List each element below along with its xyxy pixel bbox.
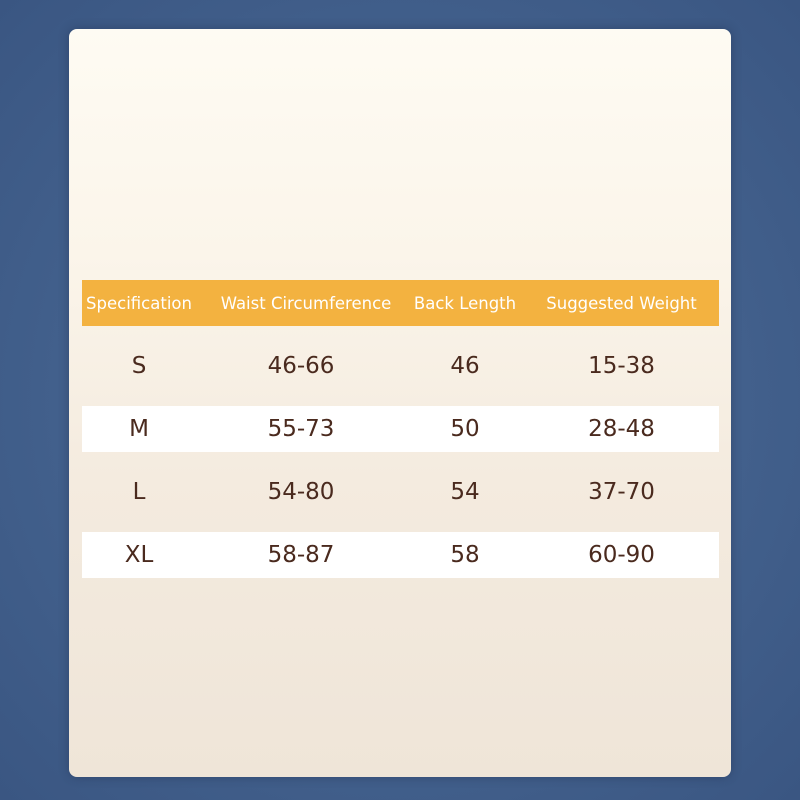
cell-waist: 54-80 [267, 479, 335, 505]
table-row-s [82, 326, 719, 406]
header-waist-circumference: Waist Circumference [220, 293, 392, 313]
size-table [82, 280, 719, 578]
table-row-l [82, 452, 719, 532]
cell-spec: L [132, 479, 146, 505]
cell-weight: 37-70 [588, 479, 655, 505]
cell-back: 46 [450, 353, 480, 379]
size-chart-card [69, 29, 731, 777]
cell-waist: 46-66 [267, 353, 335, 379]
header-specification: Specification [86, 293, 192, 313]
table-row-xl [82, 532, 719, 578]
header-back-length: Back Length [413, 293, 517, 313]
cell-spec: S [131, 353, 147, 379]
cell-back: 54 [450, 479, 480, 505]
cell-back: 50 [450, 416, 480, 442]
cell-spec: XL [124, 542, 154, 568]
cell-waist: 58-87 [267, 542, 335, 568]
header-suggested-weight: Suggested Weight [546, 293, 697, 313]
cell-weight: 60-90 [588, 542, 655, 568]
table-row-m [82, 406, 719, 452]
cell-spec: M [129, 416, 149, 442]
cell-waist: 55-73 [267, 416, 335, 442]
cell-weight: 28-48 [588, 416, 655, 442]
cell-back: 58 [450, 542, 480, 568]
cell-weight: 15-38 [588, 353, 655, 379]
table-header [82, 280, 719, 326]
